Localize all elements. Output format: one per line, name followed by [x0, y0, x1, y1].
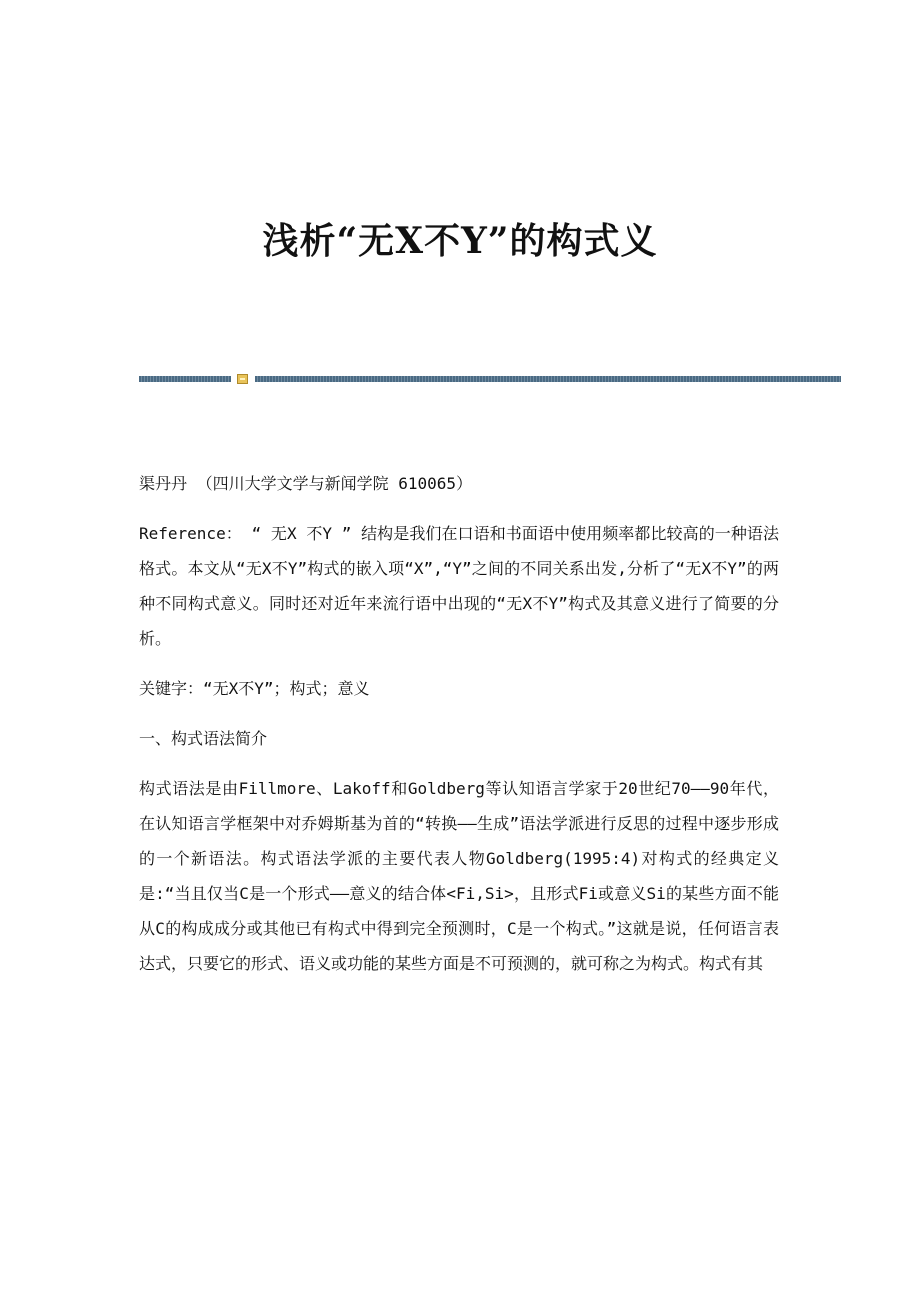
reference-label: Reference： — [139, 524, 242, 543]
document-body — [139, 466, 779, 996]
title-divider — [139, 374, 841, 384]
author-line: 渠丹丹 （四川大学文学与新闻学院 610065） — [139, 474, 473, 493]
reference-paragraph — [139, 516, 779, 656]
divider-bar-right — [255, 376, 841, 382]
section-heading: 一、构式语法简介 — [139, 729, 268, 748]
document-title: 浅析“无X不Y”的构式义 — [262, 220, 658, 262]
divider-ornament-icon — [237, 374, 248, 384]
reference-text: “ 无X 不Y ” 结构是我们在口语和书面语中使用频率都比较高的一种语法格式。本文从“无X不Y”构式的嵌入项“X”,“Y”之间的不同关系出发,分析了“无X不Y”的两种不同构式意义。同时还对近年来流行语中出现的“无X不Y”构式及其意义进行了简要的分析。 — [139, 524, 779, 648]
body-paragraph: 构式语法是由Fillmore、Lakoff和Goldberg等认知语言学家于20世纪70——90年代，在认知语言学框架中对乔姆斯基为首的“转换——生成”语法学派进行反思的过程中逐步形成的一个新语法。构式语法学派的主要代表人物Goldberg(1995:4)对构式的经典定义是:“当且仅当C是一个形式——意义的结合体<Fi,Si>，且形式Fi或意义Si的某些方面不能从C的构成成分或其他已有构式中得到完全预测时，C是一个构式。”这就是说，任何语言表达式，只要它的形式、语义或功能的某些方面是不可预测的，就可称之为构式。构式有其 — [139, 779, 779, 973]
keywords-line: 关键字：“无X不Y”；构式；意义 — [139, 679, 370, 698]
divider-bar-left — [139, 376, 231, 382]
